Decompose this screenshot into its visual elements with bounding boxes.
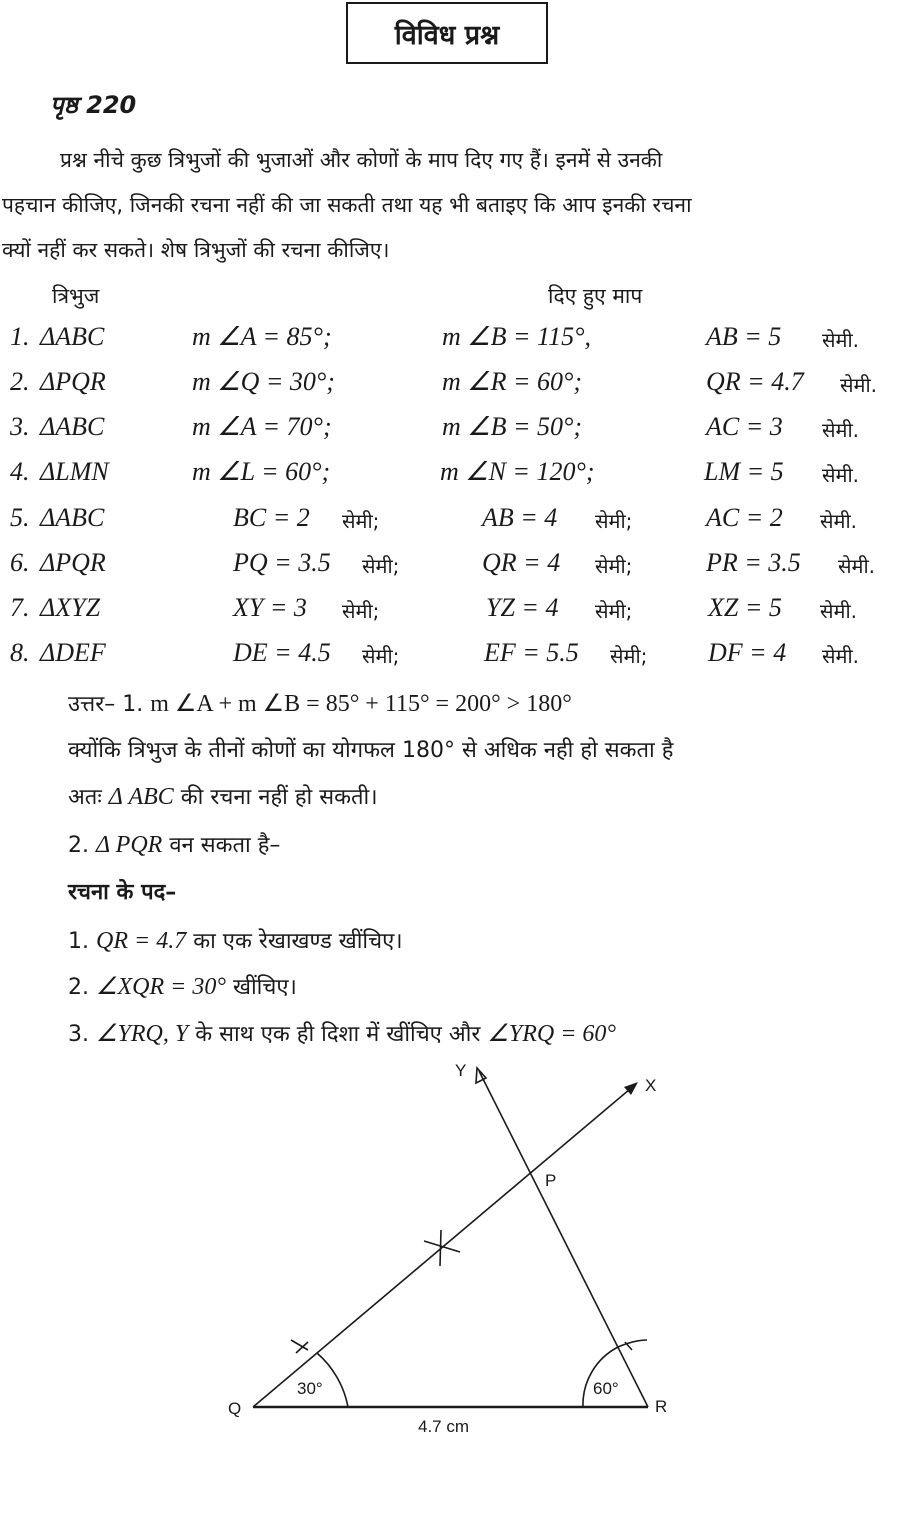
- unit-3: सेमी.: [820, 509, 858, 533]
- unit-1: सेमी;: [342, 509, 380, 533]
- ray-ry-line: [479, 1071, 648, 1407]
- measure-1: m ∠L = 60°;: [192, 457, 331, 486]
- measure-2: EF = 5.5: [484, 638, 579, 667]
- row-number: 5.: [10, 503, 30, 532]
- triangle-name: ΔABC: [40, 322, 105, 351]
- column-header-measures: दिए हुए माप: [548, 284, 643, 308]
- step-number: 2.: [68, 975, 89, 1000]
- measure-2: QR = 4: [482, 548, 561, 577]
- question-line-2: पहचान कीजिए, जिनकी रचना नहीं की जा सकती तथा यह भी बताइए कि आप इनकी रचना: [2, 193, 692, 217]
- measure-3: AC = 2: [706, 503, 783, 532]
- question-line-1: प्रश्न नीचे कुछ त्रिभुजों की भुजाओं और कोणों के माप दिए गए हैं। इनमें से उनकी: [60, 148, 663, 172]
- measure-3: XZ = 5: [708, 593, 782, 622]
- triangle-name: Δ ABC: [108, 784, 174, 810]
- unit-3: सेमी.: [840, 373, 878, 397]
- unit-3: सेमी.: [820, 599, 858, 623]
- step-text: के साथ एक ही दिशा में खींचिए और: [195, 1022, 481, 1047]
- question-line-3: क्यों नहीं कर सकते। शेष त्रिभुजों की रचना कीजिए।: [2, 238, 390, 262]
- unit-3: सेमी.: [822, 418, 860, 442]
- measure-2: AB = 4: [482, 503, 558, 532]
- unit-2: सेमी;: [595, 554, 633, 578]
- triangle-name: Δ PQR: [96, 832, 163, 858]
- step-math: ∠YRQ = 60°: [487, 1021, 617, 1047]
- measure-3: AC = 3: [706, 412, 783, 441]
- measure-2: m ∠B = 50°;: [442, 412, 583, 441]
- angle-label-r: 60°: [593, 1379, 619, 1398]
- triangle-name: ΔXYZ: [40, 593, 101, 622]
- row-number: 6.: [10, 548, 30, 577]
- row-number: 7.: [10, 593, 30, 622]
- ray-qx-line: [253, 1084, 636, 1407]
- text: वन सकता है–: [169, 833, 281, 858]
- unit-1: सेमी;: [362, 554, 400, 578]
- unit-1: सेमी;: [362, 644, 400, 668]
- step-math: ∠XQR = 30°: [96, 974, 226, 1000]
- unit-2: सेमी;: [610, 644, 648, 668]
- measure-1: BC = 2: [233, 503, 310, 532]
- unit-3: सेमी.: [822, 644, 860, 668]
- row-number: 2.: [10, 367, 30, 396]
- unit-3: सेमी.: [838, 554, 876, 578]
- measure-1: DE = 4.5: [233, 638, 331, 667]
- triangle-name: ΔDEF: [40, 638, 106, 667]
- label-x: X: [645, 1076, 657, 1095]
- answer-line-2: क्योंकि त्रिभुज के तीनों कोणों का योगफल 180° से अधिक नही हो सकता है: [68, 738, 674, 763]
- row-number: 8.: [10, 638, 30, 667]
- unit-2: सेमी;: [595, 509, 633, 533]
- measure-3: LM = 5: [704, 457, 784, 486]
- measure-1: m ∠A = 85°;: [192, 322, 332, 351]
- construction-steps-heading: रचना के पद–: [68, 880, 177, 905]
- measure-1: m ∠Q = 30°;: [192, 367, 335, 396]
- text: अतः: [68, 785, 102, 810]
- triangle-name: ΔLMN: [40, 457, 109, 486]
- measure-2: YZ = 4: [486, 593, 559, 622]
- label-r: R: [655, 1397, 668, 1416]
- step-text: का एक रेखाखण्ड खींचिए।: [193, 929, 403, 954]
- unit-1: सेमी;: [342, 599, 380, 623]
- measure-1: PQ = 3.5: [233, 548, 331, 577]
- label-p: P: [545, 1171, 557, 1190]
- triangle-name: ΔPQR: [40, 367, 106, 396]
- row-number: 4.: [10, 457, 30, 486]
- construction-mark: [440, 1230, 441, 1266]
- measure-2: m ∠B = 115°,: [442, 322, 591, 351]
- construction-mark: [424, 1241, 460, 1252]
- step-math: QR = 4.7: [96, 928, 187, 954]
- step-number: 3.: [68, 1022, 89, 1047]
- measure-3: PR = 3.5: [706, 548, 801, 577]
- answer-equation: m ∠A + m ∠B = 85° + 115° = 200° > 180°: [150, 691, 572, 717]
- answer-label: उत्तर– 1.: [68, 692, 144, 717]
- row-number: 1.: [10, 322, 30, 351]
- measure-3: AB = 5: [706, 322, 782, 351]
- text: 2.: [68, 833, 89, 858]
- measure-2: m ∠R = 60°;: [442, 367, 583, 396]
- label-q: Q: [228, 1399, 242, 1418]
- base-length-label: 4.7 cm: [418, 1417, 470, 1436]
- triangle-name: ΔABC: [40, 503, 105, 532]
- triangle-name: ΔABC: [40, 412, 105, 441]
- step-text: खींचिए।: [232, 975, 297, 1000]
- unit-3: सेमी.: [822, 328, 860, 352]
- step-math: ∠YRQ, Y: [96, 1021, 189, 1047]
- step-number: 1.: [68, 929, 89, 954]
- unit-3: सेमी.: [822, 463, 860, 487]
- angle-label-q: 30°: [297, 1379, 323, 1398]
- measure-1: XY = 3: [233, 593, 307, 622]
- unit-2: सेमी;: [595, 599, 633, 623]
- column-header-triangle: त्रिभुज: [52, 284, 100, 308]
- text: की रचना नहीं हो सकती।: [180, 785, 378, 810]
- page-reference: पृष्ठ 220: [50, 91, 137, 119]
- title-text: विविध प्रश्न: [394, 19, 500, 51]
- label-y: Y: [455, 1061, 467, 1080]
- row-number: 3.: [10, 412, 30, 441]
- measure-3: DF = 4: [708, 638, 787, 667]
- measure-2: m ∠N = 120°;: [440, 457, 595, 486]
- triangle-name: ΔPQR: [40, 548, 106, 577]
- measure-3: QR = 4.7: [706, 367, 804, 396]
- measure-1: m ∠A = 70°;: [192, 412, 332, 441]
